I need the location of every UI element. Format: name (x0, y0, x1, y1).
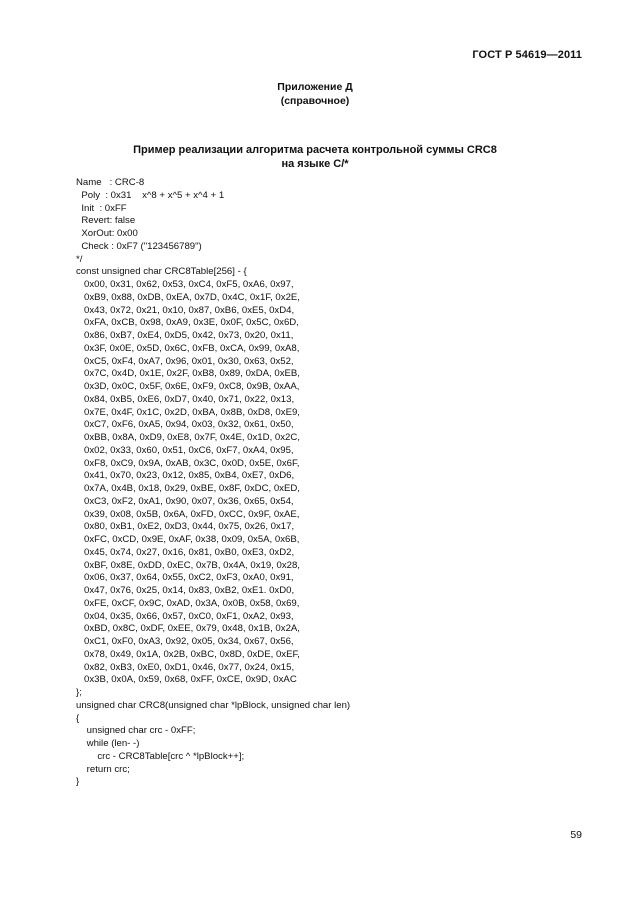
code-line: Check : 0xF7 ("123456789") (76, 240, 202, 252)
code-line: 0x3B, 0x0A, 0x59, 0x68, 0xFF, 0xCE, 0x9D, 0xAC (76, 674, 297, 686)
section-title-line-2: на языке С/* (281, 158, 349, 170)
document-code: ГОСТ Р 54619—2011 (472, 49, 582, 61)
code-listing (76, 177, 350, 789)
code-line: 0xC5, 0xF4, 0xA7, 0x96, 0x01, 0x30, 0x63, 0x52, (76, 355, 294, 367)
code-line: Init : 0xFF (76, 202, 127, 214)
code-line: 0x3F, 0x0E, 0x5D, 0x6C, 0xFB, 0xCA, 0x99, 0xA8, (76, 342, 300, 354)
code-line: 0xF8, 0xC9, 0x9A, 0xAB, 0x3C, 0x0D, 0x5E, 0x6F, (76, 457, 300, 469)
code-line: 0x43, 0x72, 0x21, 0x10, 0x87, 0xB6, 0xE5, 0xD4, (76, 304, 295, 316)
code-line: 0x45, 0x74, 0x27, 0x16, 0x81, 0xB0, 0xE3, 0xD2, (76, 546, 295, 558)
code-line: 0xFA, 0xCB, 0x98, 0xA9, 0x3E, 0x0F, 0x5C, 0x6D, (76, 317, 299, 329)
code-line: 0xB9, 0x88, 0xDB, 0xEA, 0x7D, 0x4C, 0x1F, 0x2E, (76, 291, 300, 303)
code-line: const unsigned char CRC8Table[256] - { (76, 266, 247, 278)
code-line: 0x3D, 0x0C, 0x5F, 0x6E, 0xF9, 0xC8, 0x9B, 0xAA, (76, 381, 300, 392)
code-line: 0x82, 0xB3, 0xE0, 0xD1, 0x46, 0x77, 0x24, 0x15, (76, 661, 295, 673)
code-line: crc - CRC8Table[crc ^ *lpBlock++]; (76, 750, 245, 762)
code-line: 0xC1, 0xF0, 0xA3, 0x92, 0x05, 0x34, 0x67, 0x56, (76, 636, 294, 647)
section-title-line-1: Пример реализации алгоритма расчета контрольной суммы CRC8 (133, 144, 497, 156)
code-line: 0x06, 0x37, 0x64, 0x55, 0xC2, 0xF3, 0xA0, 0x91, (76, 572, 294, 584)
code-line: 0x7A, 0x4B, 0x18, 0x29, 0xBE, 0x8F, 0xDC, 0xED, (76, 483, 300, 494)
appendix-subtitle: (справочное) (280, 95, 350, 107)
appendix-heading (0, 80, 630, 108)
code-line: 0x86, 0xB7, 0xE4, 0xD5, 0x42, 0x73, 0x20, 0x11, (76, 330, 294, 341)
code-line: 0xC7, 0xF6, 0xA5, 0x94, 0x03, 0x32, 0x61, 0x50, (76, 419, 294, 431)
code-line: 0x7E, 0x4F, 0x1C, 0x2D, 0xBA, 0x8B, 0xD8, 0xE9, (76, 406, 300, 418)
code-line: Revert: false (76, 215, 136, 227)
code-line: XorOut: 0x00 (76, 228, 138, 239)
code-line: 0xFE, 0xCF, 0x9C, 0xAD, 0x3A, 0x0B, 0x58, 0x69, (76, 597, 300, 609)
code-line: 0x41, 0x70, 0x23, 0x12, 0x85, 0xB4, 0xE7, 0xD6, (76, 470, 295, 482)
page-number: 59 (570, 829, 582, 841)
code-line: 0x84, 0xB5, 0xE6, 0xD7, 0x40, 0x71, 0x22, 0x13, (76, 393, 295, 405)
code-line: 0x7C, 0x4D, 0x1E, 0x2F, 0xB8, 0x89, 0xDA, 0xEB, (76, 368, 300, 380)
code-line: 0x47, 0x76, 0x25, 0x14, 0x83, 0xB2, 0xE1. 0xD0, (76, 585, 295, 596)
code-line: unsigned char CRC8(unsigned char *lpBlock, unsigned char len) (76, 699, 351, 711)
code-line: 0xFC, 0xCD, 0x9E, 0xAF, 0x38, 0x09, 0x5A, 0x6B, (76, 534, 300, 545)
code-line: Poly : 0x31 x^8 + x^5 + x^4 + 1 (76, 189, 225, 201)
code-line: 0x39, 0x08, 0x5B, 0x6A, 0xFD, 0xCC, 0x9F, 0xAE, (76, 508, 300, 520)
code-line: 0x00, 0x31, 0x62, 0x53, 0xC4, 0xF5, 0xA6, 0x97, (76, 279, 294, 290)
code-line: return crc; (76, 763, 130, 775)
code-line: } (76, 776, 80, 788)
code-line: 0xBB, 0x8A, 0xD9, 0xE8, 0x7F, 0x4E, 0x1D, 0x2C, (76, 432, 300, 443)
code-line: }; (76, 687, 82, 698)
code-line: { (76, 712, 80, 724)
code-line: while (len- -) (76, 738, 140, 749)
section-title (0, 143, 630, 171)
code-line: 0xBF, 0x8E, 0xDD, 0xEC, 0x7B, 0x4A, 0x19, 0x28, (76, 559, 300, 571)
code-line: unsigned char crc - 0xFF; (76, 725, 196, 737)
code-line: 0x80, 0xB1, 0xE2, 0xD3, 0x44, 0x75, 0x26, 0x17, (76, 521, 295, 533)
code-line: 0xBD, 0x8C, 0xDF, 0xEE, 0x79, 0x48, 0x1B, 0x2A, (76, 623, 300, 635)
code-line: Name : CRC-8 (76, 177, 145, 188)
code-line: 0xC3, 0xF2, 0xA1, 0x90, 0x07, 0x36, 0x65, 0x54, (76, 495, 294, 507)
code-line: 0x04, 0x35, 0x66, 0x57, 0xC0, 0xF1, 0xA2, 0x93, (76, 610, 294, 622)
code-line: 0x78, 0x49, 0x1A, 0x2B, 0xBC, 0x8D, 0xDE, 0xEF, (76, 648, 300, 660)
appendix-title: Приложение Д (277, 81, 353, 93)
code-line: 0x02, 0x33, 0x60, 0x51, 0xC6, 0xF7, 0xA4, 0x95, (76, 444, 294, 456)
code-line: */ (76, 253, 83, 265)
